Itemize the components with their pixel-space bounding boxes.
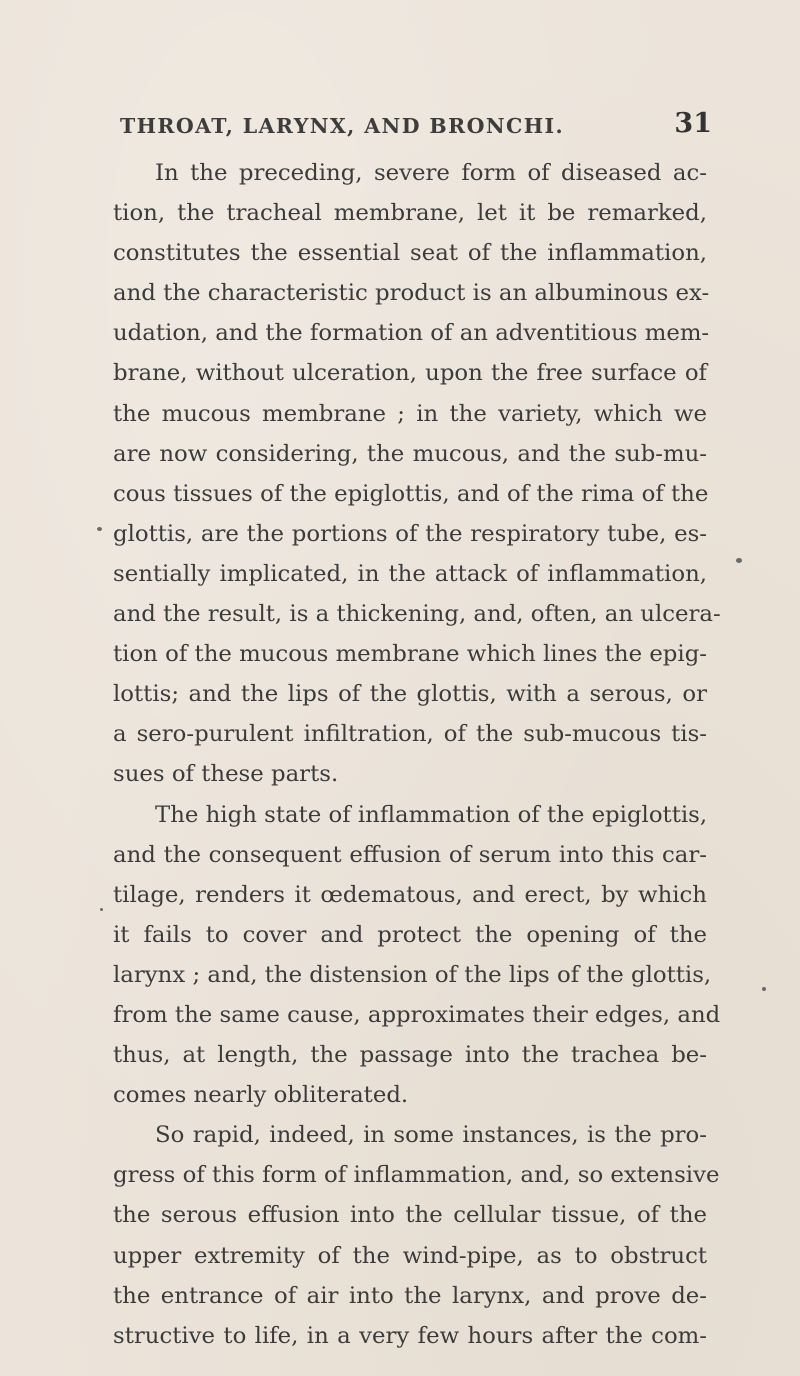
text-line: The high state of inflammation of the epiglottis, bbox=[155, 801, 708, 828]
text-line: larynx ; and, the distension of the lips of the glottis, bbox=[113, 961, 712, 988]
text-line: lottis; and the lips of the glottis, with a serous, or bbox=[113, 681, 707, 708]
text-line: So rapid, indeed, in some instances, is the pro- bbox=[155, 1122, 707, 1149]
text-line: comes nearly obliterated. bbox=[113, 1082, 409, 1109]
text-line: tion of the mucous membrane which lines the epig- bbox=[113, 641, 707, 668]
text-line: and the consequent effusion of serum into this car- bbox=[113, 841, 707, 868]
text-line: In the preceding, severe form of diseased ac- bbox=[155, 160, 707, 186]
text-line: and the characteristic product is an albuminous ex- bbox=[113, 280, 710, 307]
text-line: thus, at length, the passage into the trachea be- bbox=[113, 1042, 707, 1069]
text-line: are now considering, the mucous, and the sub-mu- bbox=[113, 440, 707, 467]
text-line: tilage, renders it œdematous, and erect, by which bbox=[113, 881, 707, 908]
ink-speck bbox=[762, 987, 766, 991]
text-line: from the same cause, approximates their edges, and bbox=[113, 1001, 721, 1028]
running-header bbox=[120, 108, 712, 142]
text-line: structive to life, in a very few hours after the com- bbox=[113, 1322, 707, 1349]
text-line: the mucous membrane ; in the variety, which we bbox=[113, 400, 707, 427]
text-line: sentially implicated, in the attack of inflammation, bbox=[113, 560, 707, 587]
text-line: tion, the tracheal membrane, let it be remarked, bbox=[113, 200, 707, 227]
text-line: the entrance of air into the larynx, and prove de- bbox=[113, 1282, 707, 1309]
text-line: glottis, are the portions of the respiratory tube, es- bbox=[113, 520, 707, 547]
text-line: and the result, is a thickening, and, often, an ulcera- bbox=[113, 601, 721, 628]
text-line: upper extremity of the wind-pipe, as to obstruct bbox=[113, 1242, 707, 1269]
body-text bbox=[113, 153, 721, 1356]
text-line: gress of this form of inflammation, and, so extensive bbox=[113, 1162, 720, 1189]
text-line: constitutes the essential seat of the inflammation, bbox=[113, 240, 707, 267]
text-line: brane, without ulceration, upon the free surface of bbox=[113, 360, 707, 387]
text-line: udation, and the formation of an adventitious mem- bbox=[113, 320, 710, 347]
text-line: cous tissues of the epiglottis, and of the rima of the bbox=[113, 480, 709, 507]
text-line: sues of these parts. bbox=[113, 761, 339, 788]
text-line: the serous effusion into the cellular tissue, of the bbox=[113, 1202, 707, 1229]
text-line: a sero-purulent infiltration, of the sub-mucous tis- bbox=[113, 721, 707, 748]
page-number: 31 bbox=[674, 108, 712, 139]
ink-speck bbox=[97, 527, 102, 531]
ink-speck bbox=[100, 908, 103, 911]
ink-speck bbox=[736, 558, 742, 563]
running-head-title: THROAT, LARYNX, AND BRONCHI. bbox=[120, 114, 564, 138]
text-line: it fails to cover and protect the opening of the bbox=[113, 921, 707, 948]
